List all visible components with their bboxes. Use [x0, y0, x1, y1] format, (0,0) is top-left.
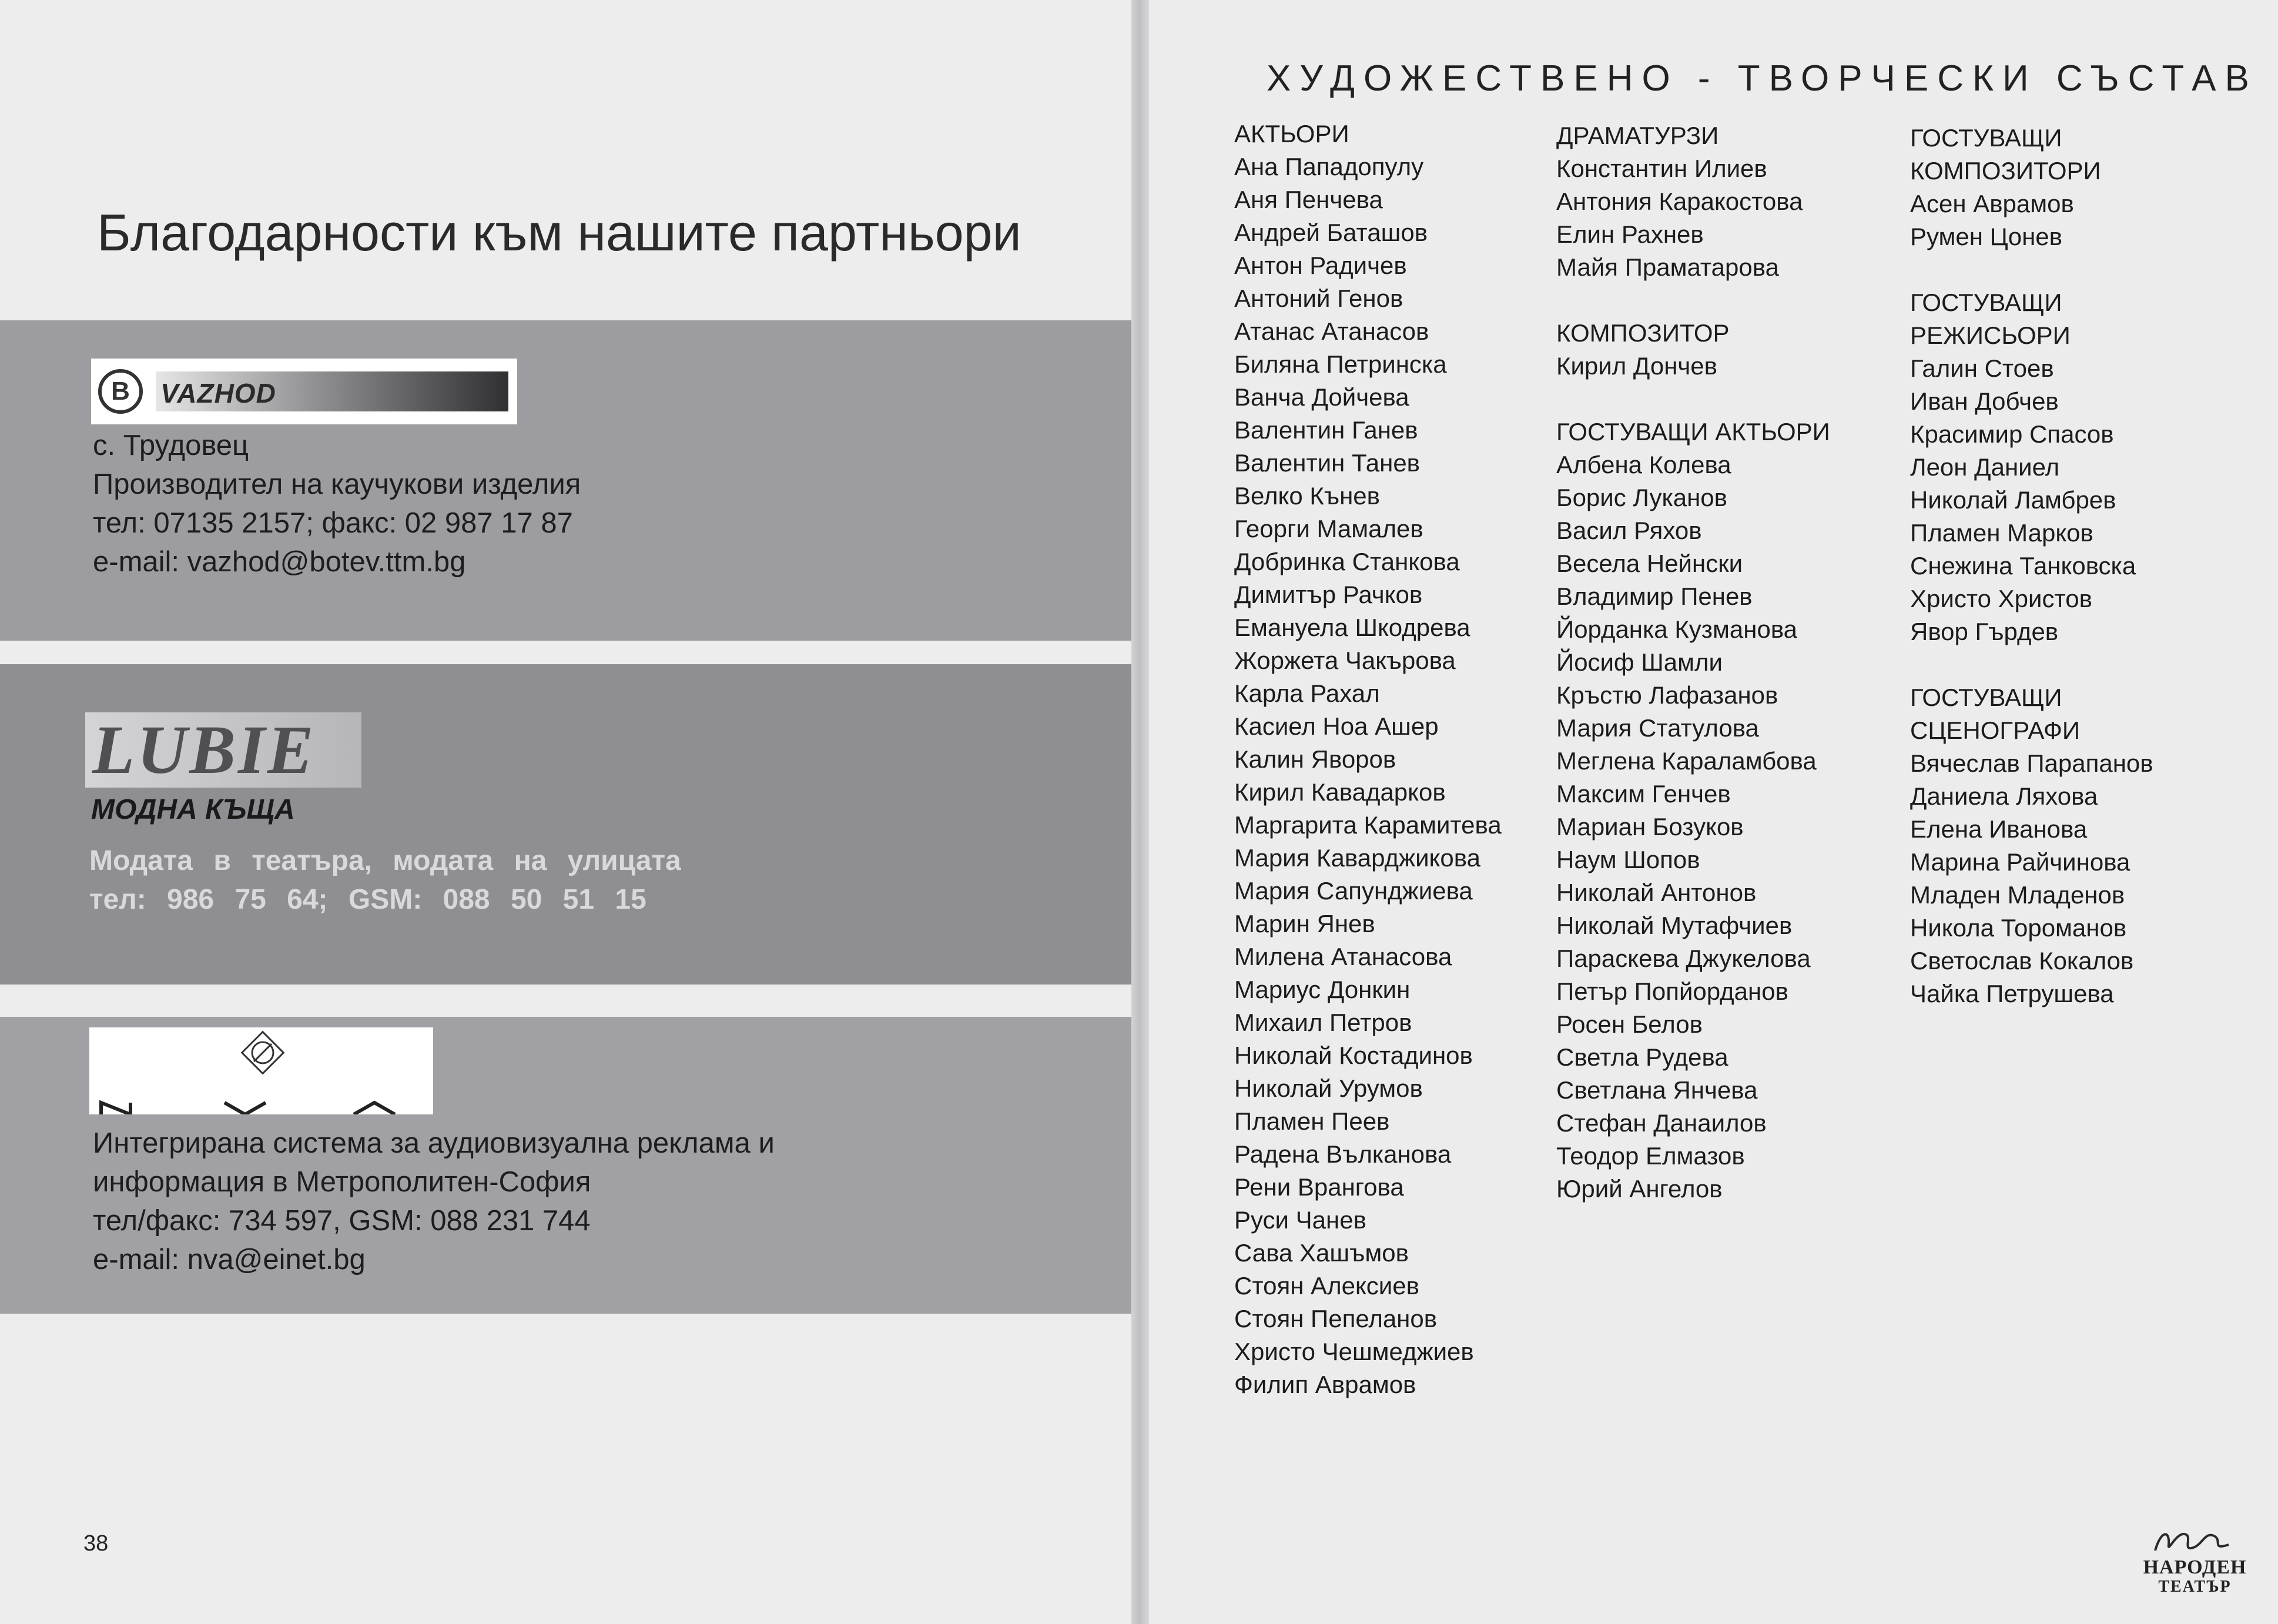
cast-title: ХУДОЖЕСТВЕНО - ТВОРЧЕСКИ СЪСТАВ: [1267, 58, 2258, 99]
lubie-logo: [85, 712, 361, 788]
theatre-logo-line-1: НАРОДЕН: [2143, 1556, 2247, 1578]
nva-logo: [89, 1027, 433, 1114]
list-item: Радена Вълканова: [1234, 1140, 1452, 1168]
list-item: Кръстю Лафазанов: [1556, 681, 1778, 709]
list-item: Вячеслав Парапанов: [1910, 749, 2153, 777]
list-item: Димитър Рачков: [1234, 581, 1423, 608]
page-number: 38: [83, 1531, 109, 1556]
list-item: Майя Праматарова: [1556, 253, 1779, 281]
list-item: Антон Радичев: [1234, 252, 1407, 279]
vazhod-phone: тел: 07135 2157; факс: 02 987 17 87: [93, 507, 573, 539]
list-item: Албена Колева: [1556, 451, 1731, 478]
list-item: Росен Белов: [1556, 1010, 1703, 1038]
list-item: Николай Ламбрев: [1910, 486, 2116, 514]
guest-actors-heading: ГОСТУВАЩИ АКТЬОРИ: [1556, 418, 1830, 446]
guest-designers-heading-1: ГОСТУВАЩИ: [1910, 684, 2062, 711]
list-item: Галин Стоев: [1910, 354, 2054, 382]
list-item: Леон Даниел: [1910, 453, 2060, 481]
partners-title: Благодарности към нашите партньори: [97, 203, 1021, 262]
list-item: Велко Кънев: [1234, 482, 1380, 510]
list-item: Ана Пападопулу: [1234, 153, 1424, 180]
list-item: Георги Мамалев: [1234, 515, 1423, 543]
dramaturgs-heading: ДРАМАТУРЗИ: [1556, 122, 1719, 149]
list-item: Жоржета Чакърова: [1234, 647, 1456, 674]
nva-letters-icon: [101, 1103, 395, 1114]
list-item: Иван Добчев: [1910, 387, 2059, 415]
list-item: Юрий Ангелов: [1556, 1175, 1723, 1203]
guest-composers-heading-1: ГОСТУВАЩИ: [1910, 124, 2062, 152]
list-item: Биляна Петринска: [1234, 350, 1447, 378]
list-item: Рени Врангова: [1234, 1173, 1404, 1201]
list-item: Филип Аврамов: [1234, 1371, 1416, 1398]
list-item: Христо Христов: [1910, 585, 2092, 612]
list-item: Антоний Генов: [1234, 284, 1403, 312]
list-item: Даниела Ляхова: [1910, 782, 2098, 810]
list-item: Ванча Дойчева: [1234, 383, 1409, 411]
nva-description-1: Интегрирана система за аудиовизуална реклама и: [93, 1127, 775, 1159]
list-item: Мариан Бозуков: [1556, 813, 1744, 841]
list-item: Параскева Джукелова: [1556, 945, 1811, 972]
list-item: Петър Попйорданов: [1556, 977, 1788, 1005]
composer-list: [1556, 350, 1830, 383]
column-dramaturgs-composers: [1556, 119, 1830, 1206]
lubie-logo-text: LUBIE: [92, 711, 316, 788]
actors-list: [1234, 150, 1502, 1401]
list-item: Максим Генчев: [1556, 780, 1731, 808]
vazhod-logo-text: VAZHOD: [160, 378, 276, 408]
vazhod-emblem-icon: B: [98, 369, 143, 414]
list-item: Николай Урумов: [1234, 1074, 1423, 1102]
list-item: Марин Янев: [1234, 910, 1375, 937]
nva-logo-graphic: [89, 1027, 433, 1114]
list-item: Чайка Петрушева: [1910, 980, 2114, 1007]
list-item: Йосиф Шамли: [1556, 648, 1723, 676]
list-item: Стоян Пепеланов: [1234, 1305, 1438, 1332]
list-item: Мария Сапунджиева: [1234, 877, 1473, 905]
list-item: Меглена Караламбова: [1556, 747, 1817, 775]
column-actors: [1234, 118, 1502, 1401]
list-item: Валентин Ганев: [1234, 416, 1418, 444]
list-item: Емануела Шкодрева: [1234, 614, 1470, 641]
list-item: Снежина Танковска: [1910, 552, 2136, 580]
list-item: Весела Нейнски: [1556, 550, 1743, 577]
list-item: Наум Шопов: [1556, 846, 1700, 873]
list-item: Кирил Кавадарков: [1234, 778, 1446, 806]
list-item: Мария Статулова: [1556, 714, 1759, 742]
list-item: Кирил Дончев: [1556, 352, 1717, 380]
list-item: Атанас Атанасов: [1234, 317, 1429, 345]
guest-designers-heading-2: СЦЕНОГРАФИ: [1910, 716, 2081, 744]
list-item: Сава Хашъмов: [1234, 1239, 1409, 1267]
guest-directors-heading-1: ГОСТУВАЩИ: [1910, 289, 2062, 316]
actors-heading: АКТЬОРИ: [1234, 120, 1349, 148]
list-item: Красимир Спасов: [1910, 420, 2114, 448]
vazhod-description: Производител на каучукови изделия: [93, 468, 581, 500]
list-item: Аня Пенчева: [1234, 186, 1383, 213]
list-item: Йорданка Кузманова: [1556, 615, 1798, 643]
list-item: Пламен Марков: [1910, 519, 2093, 547]
list-item: Николай Костадинов: [1234, 1042, 1473, 1069]
lubie-slogan: Модата в театъра, модата на улицата: [89, 845, 681, 876]
list-item: Никола Тороманов: [1910, 914, 2127, 942]
list-item: Валентин Танев: [1234, 449, 1420, 477]
list-item: Антония Каракостова: [1556, 187, 1803, 215]
list-item: Мария Каварджикова: [1234, 844, 1480, 872]
list-item: Светослав Кокалов: [1910, 947, 2134, 975]
vazhod-address: с. Трудовец: [93, 430, 249, 461]
list-item: Светлана Янчева: [1556, 1076, 1758, 1104]
list-item: Младен Младенов: [1910, 881, 2125, 909]
list-item: Пламен Пеев: [1234, 1107, 1390, 1135]
list-item: Калин Яворов: [1234, 745, 1396, 773]
list-item: Карла Рахал: [1234, 679, 1380, 707]
lubie-subtitle: МОДНА КЪЩА: [91, 794, 295, 825]
list-item: Николай Антонов: [1556, 879, 1757, 906]
list-item: Руси Чанев: [1234, 1206, 1366, 1234]
nva-description-2: информация в Метрополитен-София: [93, 1166, 591, 1198]
list-item: Константин Илиев: [1556, 155, 1767, 182]
list-item: Румен Цонев: [1910, 223, 2062, 250]
guest-directors-heading-2: РЕЖИСЬОРИ: [1910, 322, 2071, 349]
list-item: Мариус Донкин: [1234, 976, 1411, 1003]
guest-composers-heading-2: КОМПОЗИТОРИ: [1910, 157, 2101, 185]
nva-phone: тел/факс: 734 597, GSM: 088 231 744: [93, 1205, 591, 1237]
lubie-details: [89, 842, 681, 919]
list-item: Касиел Ноа Ашер: [1234, 712, 1439, 740]
list-item: Светла Рудева: [1556, 1043, 1728, 1071]
vazhod-email: e-mail: vazhod@botev.ttm.bg: [93, 546, 466, 578]
list-item: Елена Иванова: [1910, 815, 2088, 843]
composer-heading: КОМПОЗИТОР: [1556, 319, 1730, 347]
column-guests: [1910, 122, 2153, 1010]
book-gutter: [1131, 0, 1149, 1624]
nva-details: [93, 1124, 775, 1279]
list-item: Стоян Алексиев: [1234, 1272, 1419, 1300]
dramaturgs-list: [1556, 152, 1830, 284]
guest-composers-list: [1910, 187, 2153, 253]
list-item: Милена Атанасова: [1234, 943, 1452, 970]
guest-directors-list: [1910, 352, 2153, 648]
list-item: Явор Гърдев: [1910, 618, 2059, 645]
list-item: Владимир Пенев: [1556, 582, 1753, 610]
list-item: Асен Аврамов: [1910, 190, 2074, 217]
guest-actors-list: [1556, 448, 1830, 1206]
list-item: Христо Чешмеджиев: [1234, 1338, 1474, 1365]
list-item: Борис Луканов: [1556, 484, 1727, 511]
list-item: Марина Райчинова: [1910, 848, 2130, 876]
national-theatre-logo: [2140, 1527, 2249, 1598]
guest-designers-list: [1910, 747, 2153, 1010]
list-item: Добринка Станкова: [1234, 548, 1460, 575]
vazhod-logo: [91, 359, 517, 424]
nva-emblem-icon: [242, 1032, 284, 1074]
list-item: Николай Мутафчиев: [1556, 912, 1793, 939]
list-item: Маргарита Карамитева: [1234, 811, 1502, 839]
theatre-logo-line-2: ТЕАТЪР: [2158, 1578, 2232, 1596]
left-page: [0, 0, 1131, 1624]
list-item: Стефан Данаилов: [1556, 1109, 1767, 1137]
list-item: Елин Рахнев: [1556, 220, 1704, 248]
nva-email: e-mail: nva@einet.bg: [93, 1244, 366, 1275]
list-item: Михаил Петров: [1234, 1009, 1412, 1036]
vazhod-details: [93, 426, 581, 581]
list-item: Васил Ряхов: [1556, 517, 1702, 544]
lubie-phone: тел: 986 75 64; GSM: 088 50 51 15: [89, 884, 646, 915]
list-item: Андрей Баташов: [1234, 219, 1428, 246]
list-item: Теодор Елмазов: [1556, 1142, 1745, 1170]
